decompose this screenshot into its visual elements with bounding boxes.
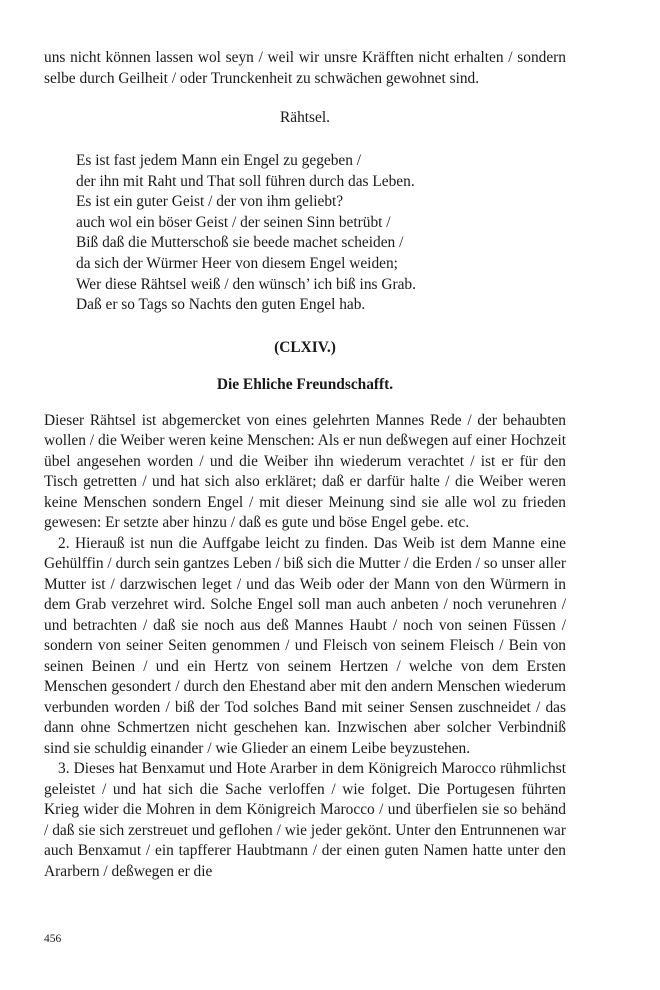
chapter-text [44,411,566,883]
paragraph: Dieser Rähtsel ist abgemercket von eines gelehrten Mannes Rede / der behaubten wollen / die Weiber weren keine Menschen: Als er nun deßwegen auf einer Hochzeit übel angesehen worden / und die Weiber ihn wiederum verachtet / ist er für den Tisch getretten / und hat sich also erkläret; daß er darfür halte / die Weiber weren keine Menschen sondern Engel / mit dieser Meinung sind sie alle wol zu frieden gewesen: Er setzte aber hinzu / daß es gute und böse Engel gebe. etc. [44,411,566,532]
paragraph: 2. Hierauß ist nun die Auffgabe leicht zu finden. Das Weib ist dem Manne eine Gehülffin / durch sein gantzes Leben / biß sich die Mutter / die Erden / so unser aller Mutter ist / darzwischen leget / und das Weib oder der Mann von den Würmern in dem Grab verzehret wird. Solche Engel soll man auch anbeten / noch verunehren / und betrachten / daß sie noch aus deß Mannes Haubt / noch von seinen Füssen / sondern von seiner Seiten genommen / und Fleisch von seinem Fleisch / Bein von seinen Beinen / und ein Hertz von seinem Hertzen / welche von dem Ersten Menschen gesondert / durch den Ehestand aber mit den andern Menschen wiederum verbunden worden / biß der Tod solches Band mit seiner Sensen zuschneidet / das dann ohne Schmertzen nicht geschehen kan. Inzwischen aber solcher Verbindniß sind sie schuldig einander / wie Glieder an einem Leibe beyzustehen. [44,534,566,757]
poem-line: Daß er so Tags so Nachts den guten Engel hab. [76,296,366,314]
poem-line: der ihn mit Raht und That soll führen durch das Leben. [76,172,415,190]
poem-line: da sich der Würmer Heer von diesem Engel weiden; [76,254,398,272]
poem-line: Wer diese Rähtsel weiß / den wünsch’ ich biß ins Grab. [76,275,416,293]
poem-line: auch wol ein böser Geist / der seinen Sinn betrübt / [76,213,391,231]
riddle-title: Rähtsel. [279,109,330,126]
chapter-title: Die Ehliche Freundschafft. [216,375,394,393]
poem-line: Biß daß die Mutterschoß sie beede machet scheiden / [76,234,404,252]
riddle-poem [76,151,566,316]
paragraph: 3. Dieses hat Benxamut und Hote Ararber in dem Königreich Marocco rühmlichst geleistet / und hat sich die Sache verloffen / wie folget. Die Portugesen führten Krieg wider die Mohren in dem Königreich Marocco / und überfielen sie so behänd / daß sie sich zerstreuet und geflohen / wie jeder gekönt. Unter den Entrunnenen war auch Benxamut / ein tapfferer Haubtmann / der einen guten Namen hatte unter den Ararbern / deßwegen er die [44,760,566,880]
page-body [44,48,566,882]
poem-line: Es ist ein guter Geist / der von ihm geliebt? [76,193,344,211]
page-number: 456 [44,933,62,945]
opening-paragraph: uns nicht können lassen wol seyn / weil wir unsre Kräfften nicht erhalten / sondern selbe durch Geilheit / oder Trunckenheit zu schwächen gewohnet sind. [44,49,566,87]
chapter-number: (CLXIV.) [274,338,336,356]
poem-line: Es ist fast jedem Mann ein Engel zu gegeben / [76,152,362,169]
